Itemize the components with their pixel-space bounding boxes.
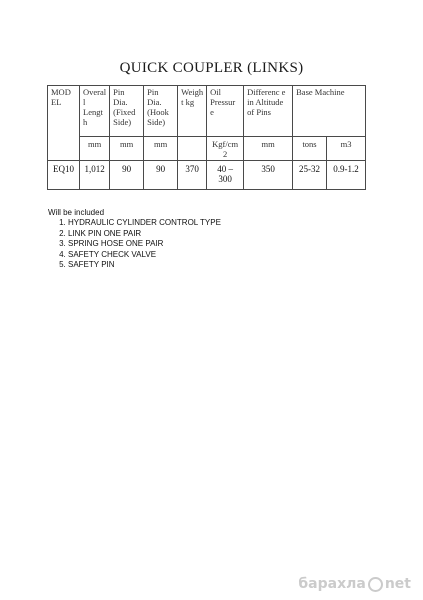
table-row <box>48 161 366 190</box>
list-item: 1. HYDRAULIC CYLINDER CONTROL TYPE <box>68 218 221 229</box>
cell-overall-length: 1,012 <box>80 161 110 190</box>
ball-icon <box>368 577 383 592</box>
header-base-machine: Base Machine <box>293 86 366 137</box>
page-title: QUICK COUPLER (LINKS) <box>119 60 304 76</box>
cell-model: EQ10 <box>48 161 80 190</box>
unit-overall-length: mm <box>80 137 110 161</box>
header-overall-length: Overal l Lengt h <box>80 86 110 137</box>
cell-m3: 0.9-1.2 <box>326 161 365 190</box>
included-note: Will be included <box>48 208 105 217</box>
header-pin-difference: Differenc e in Altitude of Pins <box>244 86 293 137</box>
cell-weight: 370 <box>178 161 207 190</box>
spec-table <box>47 85 366 190</box>
header-model: MOD EL <box>48 86 80 161</box>
unit-m3: m3 <box>326 137 365 161</box>
watermark-right: net <box>384 576 411 592</box>
header-pin-fixed: Pin Dia. (Fixed Side) <box>110 86 144 137</box>
header-oil-pressure: Oil Pressur e <box>207 86 244 137</box>
list-item: 4. SAFETY CHECK VALVE <box>68 250 221 261</box>
list-item: 5. SAFETY PIN <box>68 260 221 271</box>
list-item: 3. SPRING HOSE ONE PAIR <box>68 239 221 250</box>
cell-pin-fixed: 90 <box>110 161 144 190</box>
cell-tons: 25-32 <box>293 161 327 190</box>
unit-weight <box>178 137 207 161</box>
unit-pin-hook: mm <box>144 137 178 161</box>
header-weight: Weigh t kg <box>178 86 207 137</box>
cell-pin-hook: 90 <box>144 161 178 190</box>
cell-pin-difference: 350 <box>244 161 293 190</box>
unit-pin-difference: mm <box>244 137 293 161</box>
table-header-row <box>48 86 366 137</box>
header-pin-hook: Pin Dia. (Hook Side) <box>144 86 178 137</box>
watermark-left: барахла <box>298 576 366 592</box>
included-list <box>52 218 221 271</box>
list-item: 2. LINK PIN ONE PAIR <box>68 229 221 240</box>
cell-oil-pressure: 40 – 300 <box>207 161 244 190</box>
unit-pin-fixed: mm <box>110 137 144 161</box>
table-units-row <box>48 137 366 161</box>
watermark <box>298 576 411 592</box>
unit-oil-pressure: Kgf/cm 2 <box>207 137 244 161</box>
unit-tons: tons <box>293 137 327 161</box>
